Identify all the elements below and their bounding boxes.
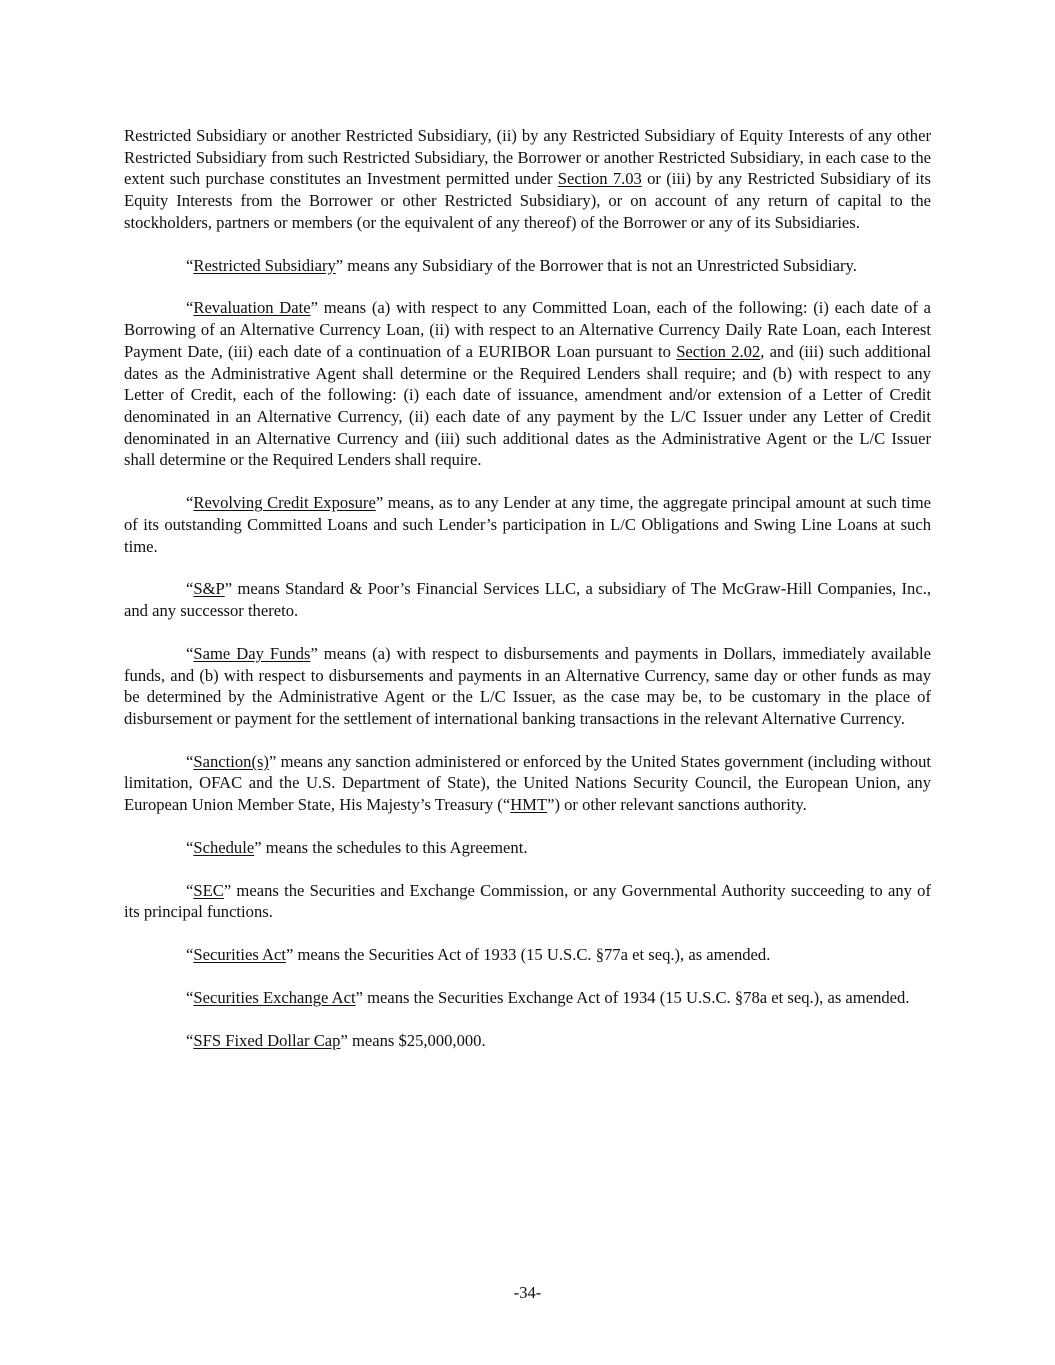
text-segment: “: [186, 1030, 194, 1050]
cross-reference-link: Section 7.03: [557, 169, 642, 189]
definition-same-day-funds: [124, 643, 931, 730]
definition-revolving-credit-exposure: [124, 492, 931, 557]
defined-term: Same Day Funds: [193, 643, 311, 663]
text-segment: “: [186, 255, 194, 275]
definition-schedule: [124, 837, 931, 859]
text-segment: “: [186, 579, 194, 599]
defined-term: Revolving Credit Exposure: [193, 493, 376, 513]
definition-sec: [124, 880, 931, 923]
definition-sfs-fixed-dollar-cap: [124, 1030, 931, 1052]
defined-term: Schedule: [193, 837, 255, 857]
definition-securities-act: [124, 944, 931, 966]
text-segment: Restricted Subsidiary or another Restricted Subsidiary, (ii) by any Restricted Subsidiary of Equity Interests of any other Restricted Subsidiary from such Restricted Subsidiary, the Borrower or another Restricted Subsidiary, in each case to the extent such purchase constitutes an Investment permitted under: [124, 126, 931, 189]
text-segment: “: [186, 837, 194, 857]
text-segment: ” means (a) with respect to any Committed Loan, each of the following: (i) each date of a Borrowing of an Alternative Currency Loan, (ii) with respect to an Alternative Currency Daily Rate Loan, each Interest Payment Date, (iii) each date of a continuation of a EURIBOR Loan pursuant to: [124, 298, 931, 361]
defined-term: HMT: [510, 795, 548, 815]
defined-term: Sanction(s): [193, 751, 269, 771]
text-segment: “: [186, 880, 194, 900]
document-body: [124, 125, 931, 1073]
defined-term: SEC: [193, 880, 224, 900]
definition-revaluation-date: [124, 297, 931, 471]
text-segment: ” means, as to any Lender at any time, the aggregate principal amount at such time of its outstanding Committed Loans and such Lender’s participation in L/C Obligations and Swing Line Loans at such time.: [124, 493, 931, 556]
text-segment: , and (iii) such additional dates as the Administrative Agent shall determine or the Required Lenders shall require; and (b) with respect to any Letter of Credit, each of the following: (i) each date of issuance, amendment and/or extension of a Letter of Credit denominated in an Alternative Currency, (ii) each date of any payment by the L/C Issuer under any Letter of Credit denominated in an Alternative Currency and (iii) such additional dates as the Administrative Agent or the L/C Issuer shall determine or the Required Lenders shall require.: [124, 341, 932, 470]
text-segment: ” means the Securities Act of 1933 (15 U.S.C. §77a et seq.), as amended.: [286, 945, 771, 965]
defined-term: SFS Fixed Dollar Cap: [193, 1030, 341, 1050]
text-segment: “: [186, 751, 194, 771]
definition-s-and-p: [124, 578, 931, 621]
text-segment: ” means any Subsidiary of the Borrower that is not an Unrestricted Subsidiary.: [335, 255, 857, 275]
text-segment: or (iii) by any Restricted Subsidiary of its Equity Interests from the Borrower or other Restricted Subsidiary), or on account of any return of capital to the stockholders, partners or members (or the equivalent of any thereof) of the Borrower or any of its Subsidiaries.: [124, 169, 931, 232]
paragraph-continuation: [124, 125, 931, 234]
text-segment: “: [186, 988, 194, 1008]
text-segment: ” means Standard & Poor’s Financial Services LLC, a subsidiary of The McGraw-Hill Companies, Inc., and any successor thereto.: [124, 579, 931, 621]
text-segment: ” means $25,000,000.: [340, 1030, 486, 1050]
text-segment: “: [186, 298, 194, 318]
defined-term: S&P: [193, 579, 225, 599]
defined-term: Securities Exchange Act: [193, 988, 356, 1008]
defined-term: Revaluation Date: [193, 298, 311, 318]
definition-sanctions: [124, 751, 931, 816]
text-segment: ” means the Securities Exchange Act of 1934 (15 U.S.C. §78a et seq.), as amended.: [355, 988, 910, 1008]
page-number: -34-: [513, 1283, 542, 1302]
defined-term: Restricted Subsidiary: [193, 255, 336, 275]
text-segment: ” means any sanction administered or enforced by the United States government (including without limitation, OFAC and the U.S. Department of State), the United Nations Security Council, the European Union, any European Union Member State, His Majesty’s Treasury (“: [124, 751, 931, 815]
text-segment: ” means the Securities and Exchange Commission, or any Governmental Authority succeeding to any of its principal functions.: [124, 880, 931, 922]
cross-reference-link: Section 2.02: [676, 341, 761, 361]
defined-term: Securities Act: [193, 945, 287, 965]
text-segment: “: [186, 643, 194, 663]
text-segment: “: [186, 493, 194, 513]
text-segment: ”) or other relevant sanctions authority.: [547, 795, 807, 815]
definition-securities-exchange-act: [124, 987, 931, 1009]
definition-restricted-subsidiary: [124, 255, 931, 277]
text-segment: “: [186, 945, 194, 965]
text-segment: ” means the schedules to this Agreement.: [254, 837, 528, 857]
text-segment: ” means (a) with respect to disbursements and payments in Dollars, immediately available funds, and (b) with respect to disbursements and payments in an Alternative Currency, same day or other funds as may be determined by the Administrative Agent or the L/C Issuer, as the case may be, to be customary in the place of disbursement or payment for the settlement of international banking transactions in the relevant Alternative Currency.: [124, 643, 931, 728]
